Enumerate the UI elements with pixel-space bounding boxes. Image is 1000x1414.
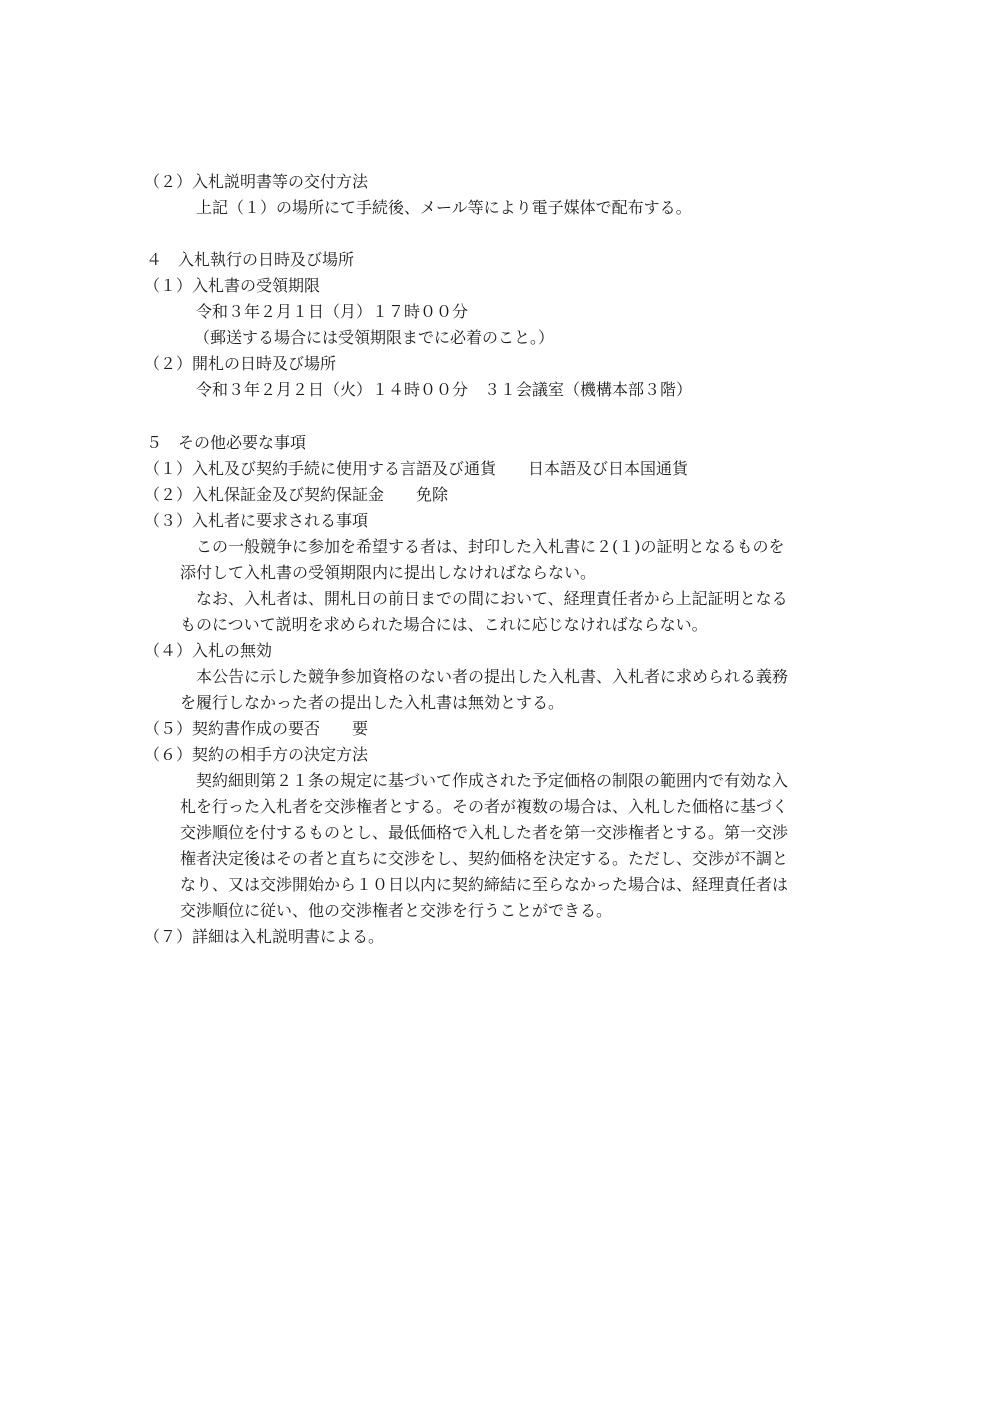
paragraph-line: 権者決定後はその者と直ちに交渉をし、契約価格を決定する。ただし、交渉が不調と	[180, 849, 789, 868]
subsection-5-contract-doc: （５）契約書作成の要否 要	[144, 719, 369, 738]
subsection-1-language: （１）入札及び契約手続に使用する言語及び通貨 日本語及び日本国通貨	[144, 459, 689, 478]
subsection-4-invalid: （４）入札の無効	[144, 641, 273, 660]
paragraph-line: なお、入札者は、開札日の前日までの間において、経理責任者から上記証明となる	[196, 589, 788, 608]
paragraph-line: 令和３年２月２日（火）１４時００分 ３１会議室（機構本部３階）	[196, 380, 693, 399]
paragraph-line: を履行しなかった者の提出した入札書は無効とする。	[180, 693, 565, 712]
paragraph-line: なり、又は交渉開始から１０日以内に契約締結に至らなかった場合は、経理責任者は	[180, 875, 789, 894]
paragraph-line: 添付して入札書の受領期限内に提出しなければならない。	[180, 563, 597, 582]
paragraph-line: 本公告に示した競争参加資格のない者の提出した入札書、入札者に求められる義務	[196, 667, 789, 686]
section-5-heading: ５ その他必要な事項	[146, 433, 307, 452]
paragraph-line: この一般競争に参加を希望する者は、封印した入札書に２(１)の証明となるものを	[196, 537, 785, 556]
paragraph-line: （郵送する場合には受領期限までに必着のこと。）	[194, 328, 555, 347]
paragraph-line: 札を行った入札者を交渉権者とする。その者が複数の場合は、入札した価格に基づく	[180, 797, 789, 816]
paragraph-line: 令和３年２月１日（月）１７時００分	[196, 302, 469, 321]
subsection-2-deposit: （２）入札保証金及び契約保証金 免除	[144, 485, 449, 504]
subsection-2-delivery-method: （２）入札説明書等の交付方法	[144, 172, 369, 191]
subsection-6-counterparty: （６）契約の相手方の決定方法	[144, 745, 369, 764]
paragraph-line: 契約細則第２１条の規定に基づいて作成された予定価格の制限の範囲内で有効な入	[196, 771, 789, 790]
subsection-2-opening: （２）開札の日時及び場所	[144, 354, 337, 373]
subsection-7-details: （７）詳細は入札説明書による。	[144, 927, 385, 946]
section-4-heading: ４ 入札執行の日時及び場所	[146, 250, 355, 269]
paragraph-line: 交渉順位を付するものとし、最低価格で入札した者を第一交渉権者とする。第一交渉	[180, 823, 789, 842]
paragraph-line: 交渉順位に従い、他の交渉権者と交渉を行うことができる。	[180, 901, 613, 920]
paragraph-line: 上記（１）の場所にて手続後、メール等により電子媒体で配布する。	[196, 198, 692, 217]
subsection-3-requirements: （３）入札者に要求される事項	[144, 511, 369, 530]
paragraph-line: ものについて説明を求められた場合には、これに応じなければならない。	[180, 615, 708, 634]
subsection-1-deadline: （１）入札書の受領期限	[144, 276, 321, 295]
